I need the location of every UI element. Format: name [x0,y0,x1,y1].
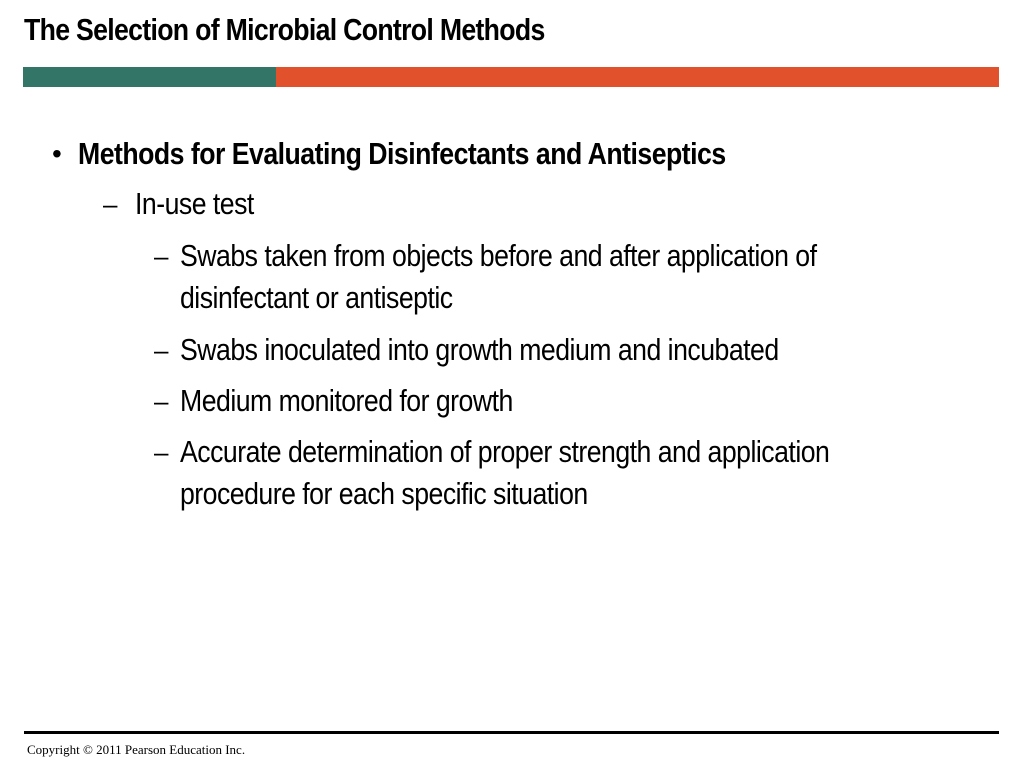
bullet-heading: Methods for Evaluating Disinfectants and Antiseptics [78,136,726,171]
dash-icon: – [154,335,169,365]
copyright-notice: Copyright © 2011 Pearson Education Inc. [27,742,246,757]
sub-item-line: Accurate determination of proper strength and application [180,434,830,469]
sub-item-line: Swabs inoculated into growth medium and incubated [180,332,779,367]
sub-item-line: Swabs taken from objects before and after application of [180,238,817,273]
sub-item-line: Medium monitored for growth [180,383,513,418]
footer-divider [24,731,999,734]
dash-icon: – [103,189,118,219]
bullet-dot-icon: • [52,138,62,169]
dash-icon: – [154,241,169,271]
dash-icon: – [154,437,169,467]
sub-item-line: disinfectant or antiseptic [180,280,453,315]
dash-icon: – [154,386,169,416]
slide-title: The Selection of Microbial Control Methods [24,12,545,47]
sub-item-line: procedure for each specific situation [180,476,588,511]
sub-bullet-in-use-test: In-use test [135,186,254,221]
